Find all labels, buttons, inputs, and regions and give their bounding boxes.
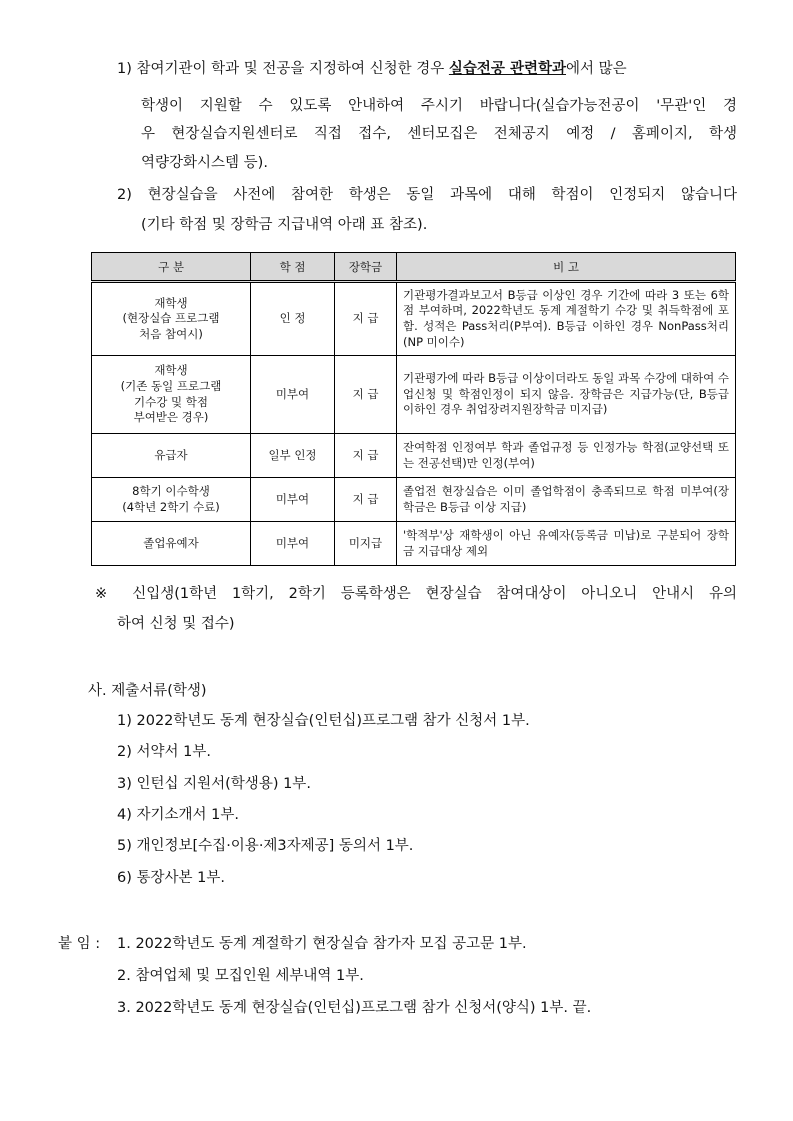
para1-text-pre: 1) 참여기관이 학과 및 전공을 지정하여 신청한 경우: [117, 61, 445, 77]
para1-text-post: 에서 많은: [566, 61, 627, 77]
table-row: [92, 356, 736, 434]
document-item: 1) 2022학년도 동계 현장실습(인턴십)프로그램 참가 신청서 1부.: [117, 713, 530, 729]
row-category: 재학생 (기존 동일 프로그램 기수강 및 학점 부여받은 경우): [92, 356, 251, 434]
row-remarks: 기관평가결과보고서 B등급 이상인 경우 기간에 따라 3 또는 6학점 부여하며, 2022학년도 동계 계절학기 수강 및 취득학점에 포함. 성적은 Pass처리(P부여). B등급 이하인 경우 NonPass처리(NP 미이수): [397, 282, 736, 356]
row-scholarship: 지 급: [335, 282, 397, 356]
related-major-emphasis: 실습전공 관련학과: [448, 61, 567, 77]
row-category: 졸업유예자: [92, 522, 251, 566]
row-remarks: '학적부'상 재학생이 아닌 유예자(등록금 미납)로 구분되어 장학금 지급대상 제외: [397, 522, 736, 566]
row-scholarship: 지 급: [335, 478, 397, 522]
row-credit: 미부여: [251, 522, 335, 566]
row-credit: 인 정: [251, 282, 335, 356]
header-category: 구 분: [92, 253, 251, 282]
paragraph-1-line-3: 우 현장실습지원센터로 직접 접수, 센터모집은 전체공지 예정 / 홈페이지, 학생: [141, 126, 737, 142]
row-scholarship: 지 급: [335, 356, 397, 434]
row-credit: 일부 인정: [251, 434, 335, 478]
table-row: [92, 282, 736, 356]
document-item: 5) 개인정보[수집·이용·제3자제공] 동의서 1부.: [117, 838, 414, 854]
row-remarks: 졸업전 현장실습은 이미 졸업학점이 충족되므로 학점 미부여(장학금은 B등급 이상 지급): [397, 478, 736, 522]
attachment-item: 3. 2022학년도 동계 현장실습(인턴십)프로그램 참가 신청서(양식) 1부. 끝.: [117, 1000, 592, 1016]
row-remarks: 잔여학점 인정여부 학과 졸업규정 등 인정가능 학점(교양선택 또는 전공선택)만 인정(부여): [397, 434, 736, 478]
freshman-note-line-1: ※ 신입생(1학년 1학기, 2학기 등록학생은 현장실습 참여대상이 아니오니 안내시 유의: [95, 586, 737, 602]
freshman-note-line-2: 하여 신청 및 접수): [117, 616, 235, 632]
row-category: 8학기 이수학생 (4학년 2학기 수료): [92, 478, 251, 522]
paragraph-1-line-2: 학생이 지원할 수 있도록 안내하여 주시기 바랍니다(실습가능전공이 '무관'인 경: [141, 98, 737, 114]
paragraph-2-line-2: (기타 학점 및 장학금 지급내역 아래 표 참조).: [141, 217, 428, 233]
paragraph-2-line-1: 2) 현장실습을 사전에 참여한 학생은 동일 과목에 대해 학점이 인정되지 않습니다: [117, 187, 737, 203]
section-title: 사. 제출서류(학생): [88, 683, 207, 699]
attachment-label: 붙 임 :: [58, 936, 101, 952]
row-scholarship: 지 급: [335, 434, 397, 478]
table-row: [92, 478, 736, 522]
paragraph-1-line-4: 역량강화시스템 등).: [141, 155, 268, 171]
attachment-item: 1. 2022학년도 동계 계절학기 현장실습 참가자 모집 공고문 1부.: [117, 936, 527, 952]
row-credit: 미부여: [251, 478, 335, 522]
row-category: 재학생 (현장실습 프로그램 처음 참여시): [92, 282, 251, 356]
row-remarks: 기관평가에 따라 B등급 이상이더라도 동일 과목 수강에 대하여 수업신청 및 학점인정이 되지 않음. 장학금은 지급가능(단, B등급 이하인 경우 취업장려지원장학금 미지급): [397, 356, 736, 434]
header-scholarship: 장학금: [335, 253, 397, 282]
header-remarks: 비 고: [397, 253, 736, 282]
row-credit: 미부여: [251, 356, 335, 434]
document-item: 2) 서약서 1부.: [117, 744, 211, 760]
table-row: [92, 434, 736, 478]
row-category: 유급자: [92, 434, 251, 478]
paragraph-1-line-1: [117, 57, 737, 78]
credit-scholarship-table: [91, 252, 736, 566]
header-credit: 학 점: [251, 253, 335, 282]
document-item: 6) 통장사본 1부.: [117, 870, 225, 886]
document-item: 3) 인턴십 지원서(학생용) 1부.: [117, 776, 311, 792]
row-scholarship: 미지급: [335, 522, 397, 566]
table-row: [92, 522, 736, 566]
document-item: 4) 자기소개서 1부.: [117, 807, 239, 823]
attachment-item: 2. 참여업체 및 모집인원 세부내역 1부.: [117, 968, 364, 984]
